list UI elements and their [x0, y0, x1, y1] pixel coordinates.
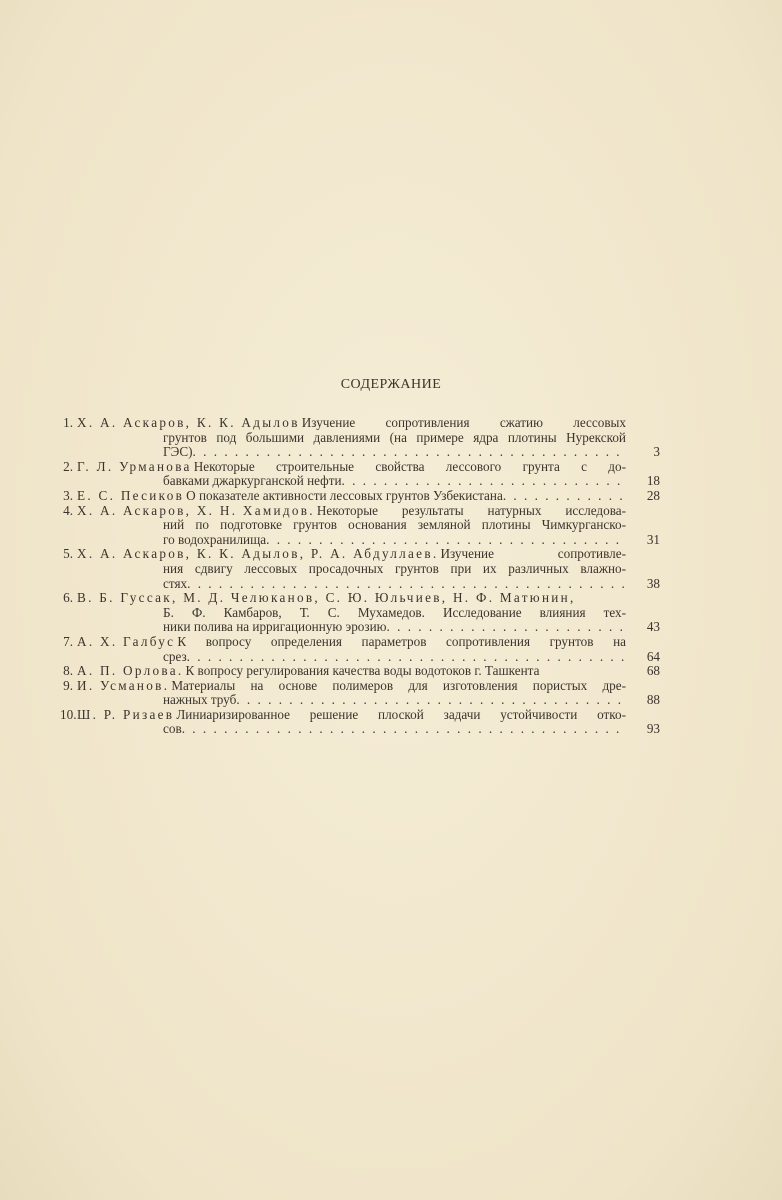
entry-authors: И. Усманов. — [77, 677, 170, 693]
toc-line — [60, 591, 660, 606]
entry-authors: Х. А. Аскаров, К. К. Адылов, Р. А. Абдуллаев. — [77, 546, 439, 562]
toc-entry — [60, 489, 660, 504]
toc-line — [60, 562, 660, 577]
entry-number: 1. — [63, 415, 73, 430]
toc-entry — [60, 504, 660, 548]
page-number: 64 — [646, 648, 660, 664]
page-number: 3 — [653, 444, 660, 460]
toc-entry — [60, 591, 660, 635]
toc-line — [60, 693, 660, 708]
table-of-contents — [60, 416, 660, 737]
entry-authors: А. П. Орлова. — [77, 663, 184, 679]
dot-leader — [342, 474, 626, 489]
entry-title-line: бавками джаркурганской нефти — [163, 473, 342, 489]
entry-title-line: ния сдвигу лессовых просадочных грунтов при их различных влажно- — [163, 560, 626, 576]
entry-number: 4. — [63, 502, 73, 518]
entry-title-line: К вопросу регулирования качества воды водотоков г. Ташкента — [185, 663, 540, 679]
page-number: 93 — [646, 721, 660, 737]
toc-line — [60, 445, 660, 460]
toc-entry — [60, 664, 660, 679]
spacer — [626, 679, 660, 694]
entry-title-line: Некоторые строительные свойства лессового грунта с до- — [193, 458, 626, 474]
entry-authors: В. Б. Гуссак, М. Д. Челюканов, С. Ю. Юльчиев, Н. Ф. Матюнин, — [77, 590, 576, 606]
toc-line — [60, 416, 660, 431]
toc-entry — [60, 416, 660, 460]
entry-title-line: Изучение сопротивления сжатию лессовых — [301, 415, 626, 430]
page-number: 68 — [646, 663, 660, 679]
dot-leader — [187, 577, 626, 592]
entry-title-line: Линиаризированное решение плоской задачи устойчивости отко- — [176, 706, 626, 722]
spacer — [626, 708, 660, 723]
page-number: 31 — [646, 531, 660, 547]
toc-entry — [60, 679, 660, 708]
spacer — [626, 562, 660, 577]
toc-entry — [60, 708, 660, 737]
entry-title-line: ГЭС) — [163, 444, 193, 460]
entry-title-line: срез — [163, 648, 187, 664]
toc-entry — [60, 635, 660, 664]
entry-number: 6. — [63, 590, 73, 606]
spacer — [626, 591, 660, 606]
page-number: 43 — [646, 619, 660, 635]
dot-leader — [187, 650, 626, 665]
spacer — [626, 460, 660, 475]
toc-line — [60, 722, 660, 737]
toc-line — [60, 460, 660, 475]
toc-line — [60, 679, 660, 694]
page-number: 28 — [646, 487, 660, 503]
page-number: 38 — [646, 575, 660, 591]
entry-title-line: Б. Ф. Камбаров, Т. С. Мухамедов. Исследование влияния тех- — [163, 604, 626, 620]
entry-authors: Г. Л. Урманова — [77, 458, 192, 474]
page-number: 18 — [646, 473, 660, 489]
entry-title-line: Некоторые результаты натурных исследова- — [316, 502, 626, 518]
toc-line — [60, 664, 660, 679]
spacer — [626, 504, 660, 519]
toc-line — [60, 547, 660, 562]
toc-entry — [60, 460, 660, 489]
dot-leader — [236, 693, 626, 708]
dot-leader — [182, 722, 626, 737]
dot-leader — [387, 620, 627, 635]
entry-number: 7. — [63, 633, 73, 649]
entry-title-line: К вопросу определения параметров сопротивления грунтов на — [177, 633, 626, 649]
spacer — [626, 606, 660, 621]
toc-line — [60, 489, 660, 504]
entry-title-line: Материалы на основе полимеров для изготовления пористых дре- — [171, 677, 626, 693]
entry-authors: Х. А. Аскаров, Х. Н. Хамидов. — [77, 502, 315, 518]
contents-heading: СОДЕРЖАНИЕ — [340, 377, 442, 392]
toc-line — [60, 518, 660, 533]
entry-number: 2. — [63, 458, 73, 474]
entry-authors: Е. С. Песиков — [77, 487, 185, 503]
entry-title-line: ники полива на ирригационную эрозию — [163, 619, 387, 635]
entry-number: 9. — [63, 677, 73, 693]
toc-line — [60, 474, 660, 489]
dot-leader — [266, 533, 626, 548]
dot-leader — [193, 445, 626, 460]
entry-authors: А. Х. Галбус — [77, 633, 176, 649]
entry-number: 10. — [60, 706, 77, 722]
entry-title-line: сов — [163, 721, 182, 737]
toc-entry — [60, 547, 660, 591]
spacer — [626, 431, 660, 446]
toc-line — [60, 650, 660, 665]
toc-line — [60, 620, 660, 635]
entry-title-line: го водохранилища — [163, 531, 267, 547]
entry-title-line: нажных труб — [163, 692, 237, 708]
page-number: 88 — [646, 692, 660, 708]
entry-title-line: Изучение сопротивле- — [440, 546, 626, 562]
entry-authors: Х. А. Аскаров, К. К. Адылов — [77, 415, 300, 430]
dot-leader — [503, 489, 626, 504]
entry-number: 5. — [63, 546, 73, 562]
spacer — [626, 635, 660, 650]
entry-authors: Ш. Р. Ризаев — [77, 706, 175, 722]
toc-line — [60, 504, 660, 519]
entry-title-line: О показателе активности лессовых грунтов Узбекистана — [186, 487, 503, 503]
entry-title-line: стях — [163, 575, 188, 591]
toc-line — [60, 577, 660, 592]
toc-line — [60, 708, 660, 723]
entry-title-line: грунтов под большими давлениями (на примере ядра плотины Нурекской — [163, 429, 626, 445]
toc-line — [60, 533, 660, 548]
entry-number: 3. — [63, 487, 73, 503]
spacer — [626, 518, 660, 533]
toc-line — [60, 431, 660, 446]
entry-number: 8. — [63, 663, 73, 679]
spacer — [626, 547, 660, 562]
toc-line — [60, 635, 660, 650]
spacer — [626, 416, 660, 431]
entry-title-line: ний по подготовке грунтов основания земляной плотины Чимкурганско- — [163, 517, 626, 533]
toc-line — [60, 606, 660, 621]
